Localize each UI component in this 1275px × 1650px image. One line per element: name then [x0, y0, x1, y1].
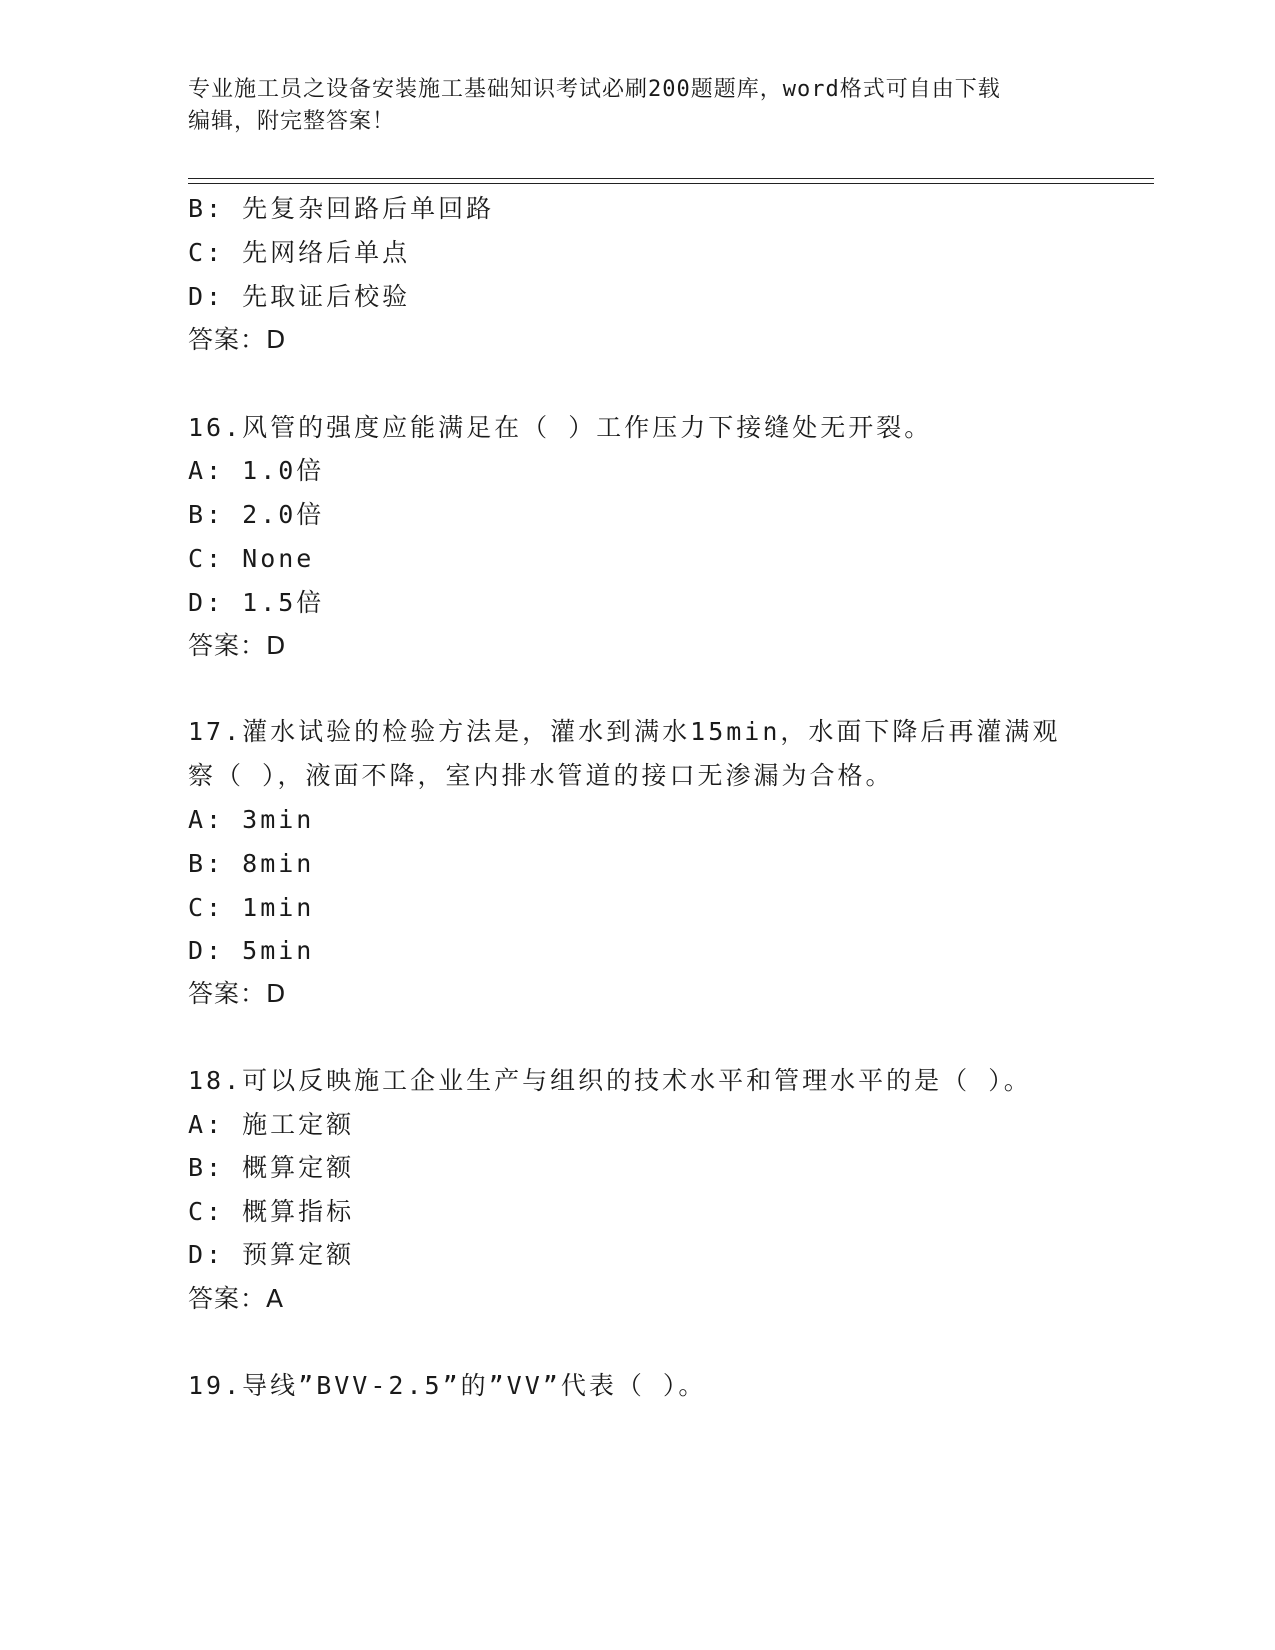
- q17-option-b: B: 8min: [188, 849, 315, 878]
- q16-option-d: D: 1.5倍: [188, 588, 325, 617]
- header-divider-bottom: [188, 183, 1154, 184]
- q17-option-c: C: 1min: [188, 893, 315, 922]
- q16-option-b: B: 2.0倍: [188, 500, 325, 529]
- q16-option-c: C: None: [188, 544, 315, 573]
- document-header: [188, 74, 1068, 138]
- q18-option-c: C: 概算指标: [188, 1197, 355, 1226]
- q19-question: 19.导线”BVV-2.5”的”VV”代表（ ）。: [188, 1371, 707, 1400]
- header-line-2: 编辑，附完整答案！: [188, 109, 396, 134]
- header-line-1: 专业施工员之设备安装施工基础知识考试必刷200题题库，word格式可自由下载: [188, 77, 1001, 102]
- q16-question: 16.风管的强度应能满足在（ ）工作压力下接缝处无开裂。: [188, 413, 933, 442]
- q18-option-d: D: 预算定额: [188, 1240, 355, 1269]
- q15-option-d: D: 先取证后校验: [188, 282, 411, 311]
- q18-option-b: B: 概算定额: [188, 1153, 355, 1182]
- q16-option-a: A: 1.0倍: [188, 456, 325, 485]
- q15-option-b: B: 先复杂回路后单回路: [188, 194, 495, 223]
- q17-option-a: A: 3min: [188, 805, 315, 834]
- q16-answer: 答案：D: [188, 631, 287, 660]
- q18-option-a: A: 施工定额: [188, 1110, 355, 1139]
- q15-option-c: C: 先网络后单点: [188, 238, 411, 267]
- q15-answer: 答案：D: [188, 325, 287, 354]
- q17-answer: 答案：D: [188, 979, 287, 1008]
- header-divider-top: [188, 178, 1154, 179]
- q17-question-line-1: 17.灌水试验的检验方法是，灌水到满水15min，水面下降后再灌满观: [188, 717, 1061, 746]
- q17-question-line-2: 察（ ），液面不降，室内排水管道的接口无渗漏为合格。: [188, 761, 894, 790]
- q17-option-d: D: 5min: [188, 936, 315, 965]
- q18-question: 18.可以反映施工企业生产与组织的技术水平和管理水平的是（ ）。: [188, 1066, 1032, 1095]
- q18-answer: 答案：A: [188, 1284, 285, 1313]
